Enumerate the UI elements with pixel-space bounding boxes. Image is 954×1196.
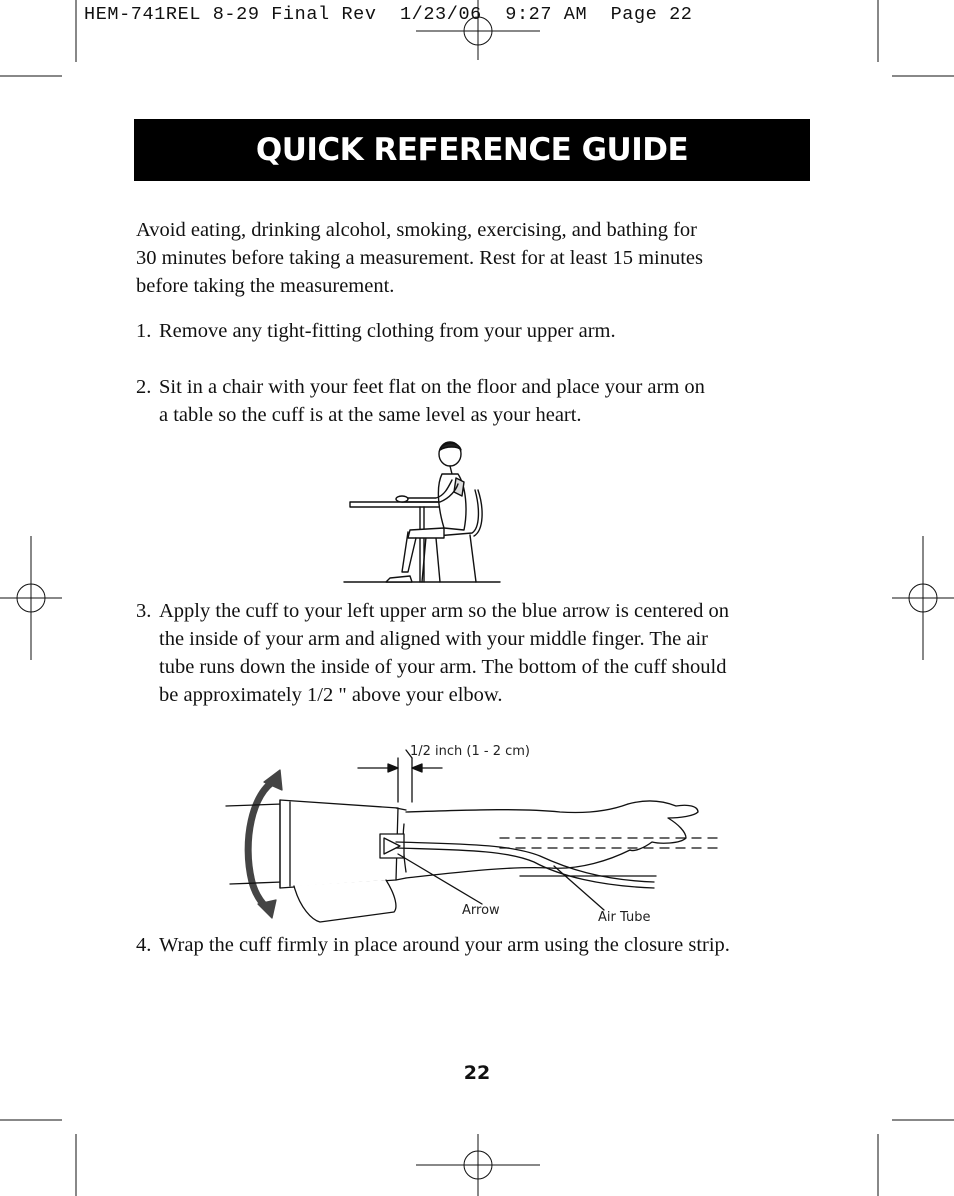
step-text: Wrap the cuff firmly in place around your arm using the closure strip.: [159, 934, 730, 956]
cuff-placement-illustration: [220, 732, 730, 932]
step-text: Sit in a chair with your feet flat on the floor and place your arm on: [159, 376, 705, 398]
intro-paragraph: [136, 216, 703, 300]
step-text: a table so the cuff is at the same level as your heart.: [159, 404, 582, 426]
air-tube-label: Air Tube: [598, 910, 651, 925]
page-number: 22: [463, 1062, 491, 1084]
dimension-label: 1/2 inch (1 - 2 cm): [410, 744, 531, 759]
step-text: tube runs down the inside of your arm. The bottom of the cuff should: [159, 656, 727, 678]
rotation-arrow-icon: [248, 780, 276, 910]
registration-mark-right: [892, 536, 954, 660]
intro-line: before taking the measurement.: [136, 275, 395, 297]
step-1: [136, 317, 616, 345]
step-2: [136, 373, 705, 429]
title-banner: [134, 119, 810, 181]
step-text: be approximately 1/2 " above your elbow.: [159, 684, 503, 706]
registration-mark-bottom: [416, 1134, 540, 1196]
page-title: QUICK REFERENCE GUIDE: [255, 132, 689, 168]
step-text: the inside of your arm and aligned with your middle finger. The air: [159, 628, 708, 650]
step-3: [136, 597, 729, 709]
print-slug: HEM-741REL 8-29 Final Rev 1/23/06 9:27 AM Page 22: [84, 4, 693, 25]
step-4: [136, 931, 730, 959]
intro-line: Avoid eating, drinking alcohol, smoking, exercising, and bathing for: [136, 219, 697, 241]
step-number: 4.: [136, 934, 152, 956]
step-number: 2.: [136, 376, 152, 398]
seated-posture-illustration: [340, 438, 510, 588]
intro-line: 30 minutes before taking a measurement. Rest for at least 15 minutes: [136, 247, 704, 269]
step-text: Apply the cuff to your left upper arm so the blue arrow is centered on: [159, 600, 730, 622]
registration-mark-top: [416, 0, 540, 60]
step-text: Remove any tight-fitting clothing from your upper arm.: [159, 320, 616, 342]
step-number: 1.: [136, 320, 152, 342]
arrow-label: Arrow: [462, 903, 500, 918]
registration-mark-left: [0, 536, 62, 660]
step-number: 3.: [136, 600, 152, 622]
